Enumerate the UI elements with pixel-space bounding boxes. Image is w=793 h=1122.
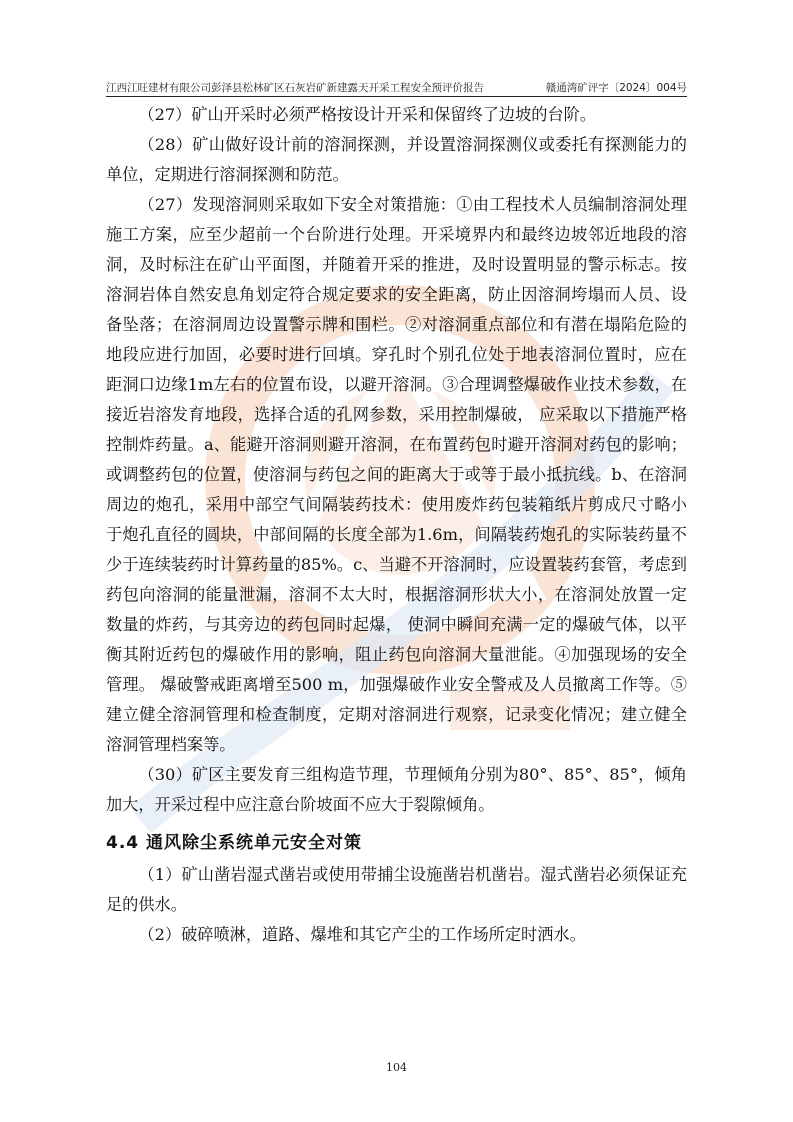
paragraph-27b-karst-measures: （27）发现溶洞则采取如下安全对策措施：①由工程技术人员编制溶洞处理施工方案，应至少超前一个台阶进行处理。开采境界内和最终边坡邻近地段的溶洞，及时标注在矿山平面图，并随着开采的推进，及时设置明显的警示标志。按溶洞岩体自然安息角划定符合规定要求的安全距离，防止因溶洞垮塌而人员、设备坠落；在溶洞周边设置警示牌和围栏。②对溶洞重点部位和有潜在塌陷危险的地段应进行加固，必要时进行回填。穿孔时个别孔位处于地表溶洞位置时，应在距洞口边缘1m左右的位置布设，以避开溶洞。③合理调整爆破作业技术参数，在接近岩溶发育地段，选择合适的孔网参数，采用控制爆破， 应采取以下措施严格控制炸药量。a、能避开溶洞则避开溶洞，在布置药包时避开溶洞对药包的影响；或调整药包的位置，使溶洞与药包之间的距离大于或等于最小抵抗线。b、在溶洞周边的炮孔，采用中部空气间隔装药技术：使用废炸药包装箱纸片剪成尺寸略小于炮孔直径的圆块，中部间隔的长度全部为1.6m，间隔装药炮孔的实际装药量不少于连续装药时计算药量的85%。c、当避不开溶洞时，应设置装药套管，考虑到药包向溶洞的能量泄漏，溶洞不太大时，根据溶洞形状大小，在溶洞处放置一定数量的炸药，与其旁边的药包同时起爆， 使洞中瞬间充满一定的爆破气体，以平衡其附近药包的爆破作用的影响，阻止药包向溶洞大量泄能。④加强现场的安全管理。 爆破警戒距离增至500 m，加强爆破作业安全警戒及人员撤离工作等。⑤建立健全溶洞管理和检查制度，定期对溶洞进行观察，记录变化情况；建立健全溶洞管理档案等。	[106, 195, 687, 754]
paragraph-27a: （27）矿山开采时必须严格按设计开采和保留终了边坡的台阶。	[138, 105, 597, 124]
paragraph-28: （28）矿山做好设计前的溶洞探测，并设置溶洞探测仪或委托有探测能力的单位，定期进行溶洞探测和防范。	[106, 135, 687, 184]
header-report-title: 江西江旺建材有限公司彭泽县松林矿区石灰岩矿新建露天开采工程安全预评价报告	[106, 82, 484, 94]
document-body	[106, 100, 687, 950]
section-paragraph-2: （2）破碎喷淋，道路、爆堆和其它产尘的工作场所定时洒水。	[138, 925, 586, 944]
page-header	[106, 76, 687, 97]
section-paragraph-1: （1）矿山凿岩湿式凿岩或使用带捕尘设施凿岩机凿岩。湿式凿岩必须保证充足的供水。	[106, 865, 687, 914]
paragraph-30: （30）矿区主要发育三组构造节理，节理倾角分别为80°、85°、85°，倾角加大，开采过程中应注意台阶坡面不应大于裂隙倾角。	[106, 765, 687, 814]
section-heading: 4.4 通风除尘系统单元安全对策	[106, 833, 363, 853]
header-document-number: 赣通湾矿评字〔2024〕004号	[545, 82, 687, 94]
page-number: 104	[386, 1061, 407, 1074]
